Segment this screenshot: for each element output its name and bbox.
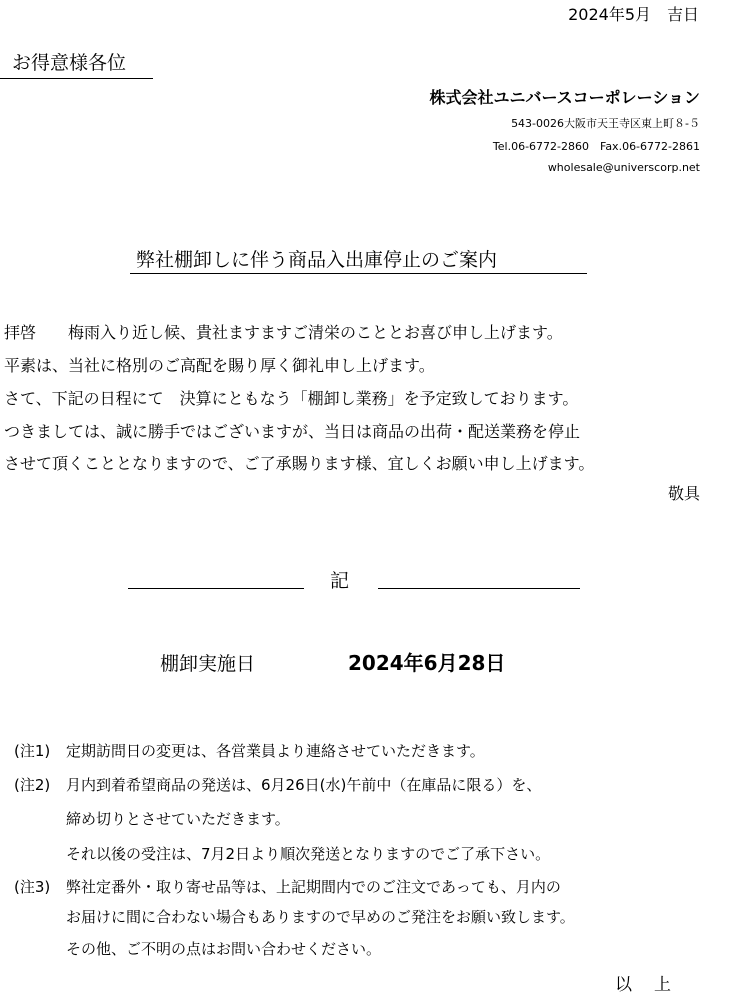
company-name: 株式会社ユニバースコーポレーション	[429, 88, 700, 107]
inventory-date-label: 棚卸実施日	[160, 653, 256, 675]
body-line: させて頂くこととなりますので、ご了承賜ります様、宜しくお願い申し上げます。	[4, 454, 595, 473]
company-address: 543-0026大阪市天王寺区東上町８-５	[511, 117, 700, 130]
note-3-line: 弊社定番外・取り寄せ品等は、上記期間内でのご注文であっても、月内の	[66, 878, 561, 896]
ki-rule-right	[378, 588, 580, 589]
note-2-line: 締め切りとさせていただきます。	[66, 810, 290, 828]
inventory-date-value: 2024年6月28日	[348, 651, 506, 675]
note-2-mark: (注2)	[14, 776, 51, 794]
body-line: 平素は、当社に格別のご高配を賜り厚く御礼申し上げます。	[4, 356, 435, 375]
note-3-line: お届けに間に合わない場合もありますので早めのご発注をお願い致します。	[66, 908, 575, 926]
addressee-underline	[0, 78, 153, 79]
note-2-line: 月内到着希望商品の発送は、6月26日(水)午前中（在庫品に限る）を、	[66, 776, 542, 794]
company-email[interactable]: wholesale@universcorp.net	[547, 161, 700, 174]
ki-rule-left	[128, 588, 304, 589]
body-line: 拝啓 梅雨入り近し候、貴社ますますご清栄のこととお喜び申し上げます。	[4, 323, 563, 342]
page-title: 弊社棚卸しに伴う商品入出庫停止のご案内	[136, 249, 498, 271]
closing-keigu: 敬具	[667, 484, 700, 503]
company-tel-fax: Tel.06-6772-2860 Fax.06-6772-2861	[492, 140, 700, 153]
body-line: さて、下記の日程にて 決算にともなう「棚卸し業務」を予定致しております。	[4, 389, 579, 408]
note-2-line: それ以後の受注は、7月2日より順次発送となりますのでご了承下さい。	[66, 845, 551, 863]
document-date: 2024年5月 吉日	[568, 5, 699, 24]
note-3-mark: (注3)	[14, 878, 51, 896]
title-underline	[130, 273, 587, 274]
note-3-line: その他、ご不明の点はお問い合わせください。	[66, 940, 382, 958]
note-1-line: 定期訪問日の変更は、各営業員より連絡させていただきます。	[66, 742, 485, 760]
body-line: つきましては、誠に勝手ではございますが、当日は商品の出荷・配送業務を停止	[4, 422, 581, 441]
addressee: お得意様各位	[12, 52, 127, 74]
note-1-mark: (注1)	[14, 742, 51, 760]
closing-ijo: 以上	[615, 975, 693, 995]
ki-heading: 記	[330, 570, 350, 592]
